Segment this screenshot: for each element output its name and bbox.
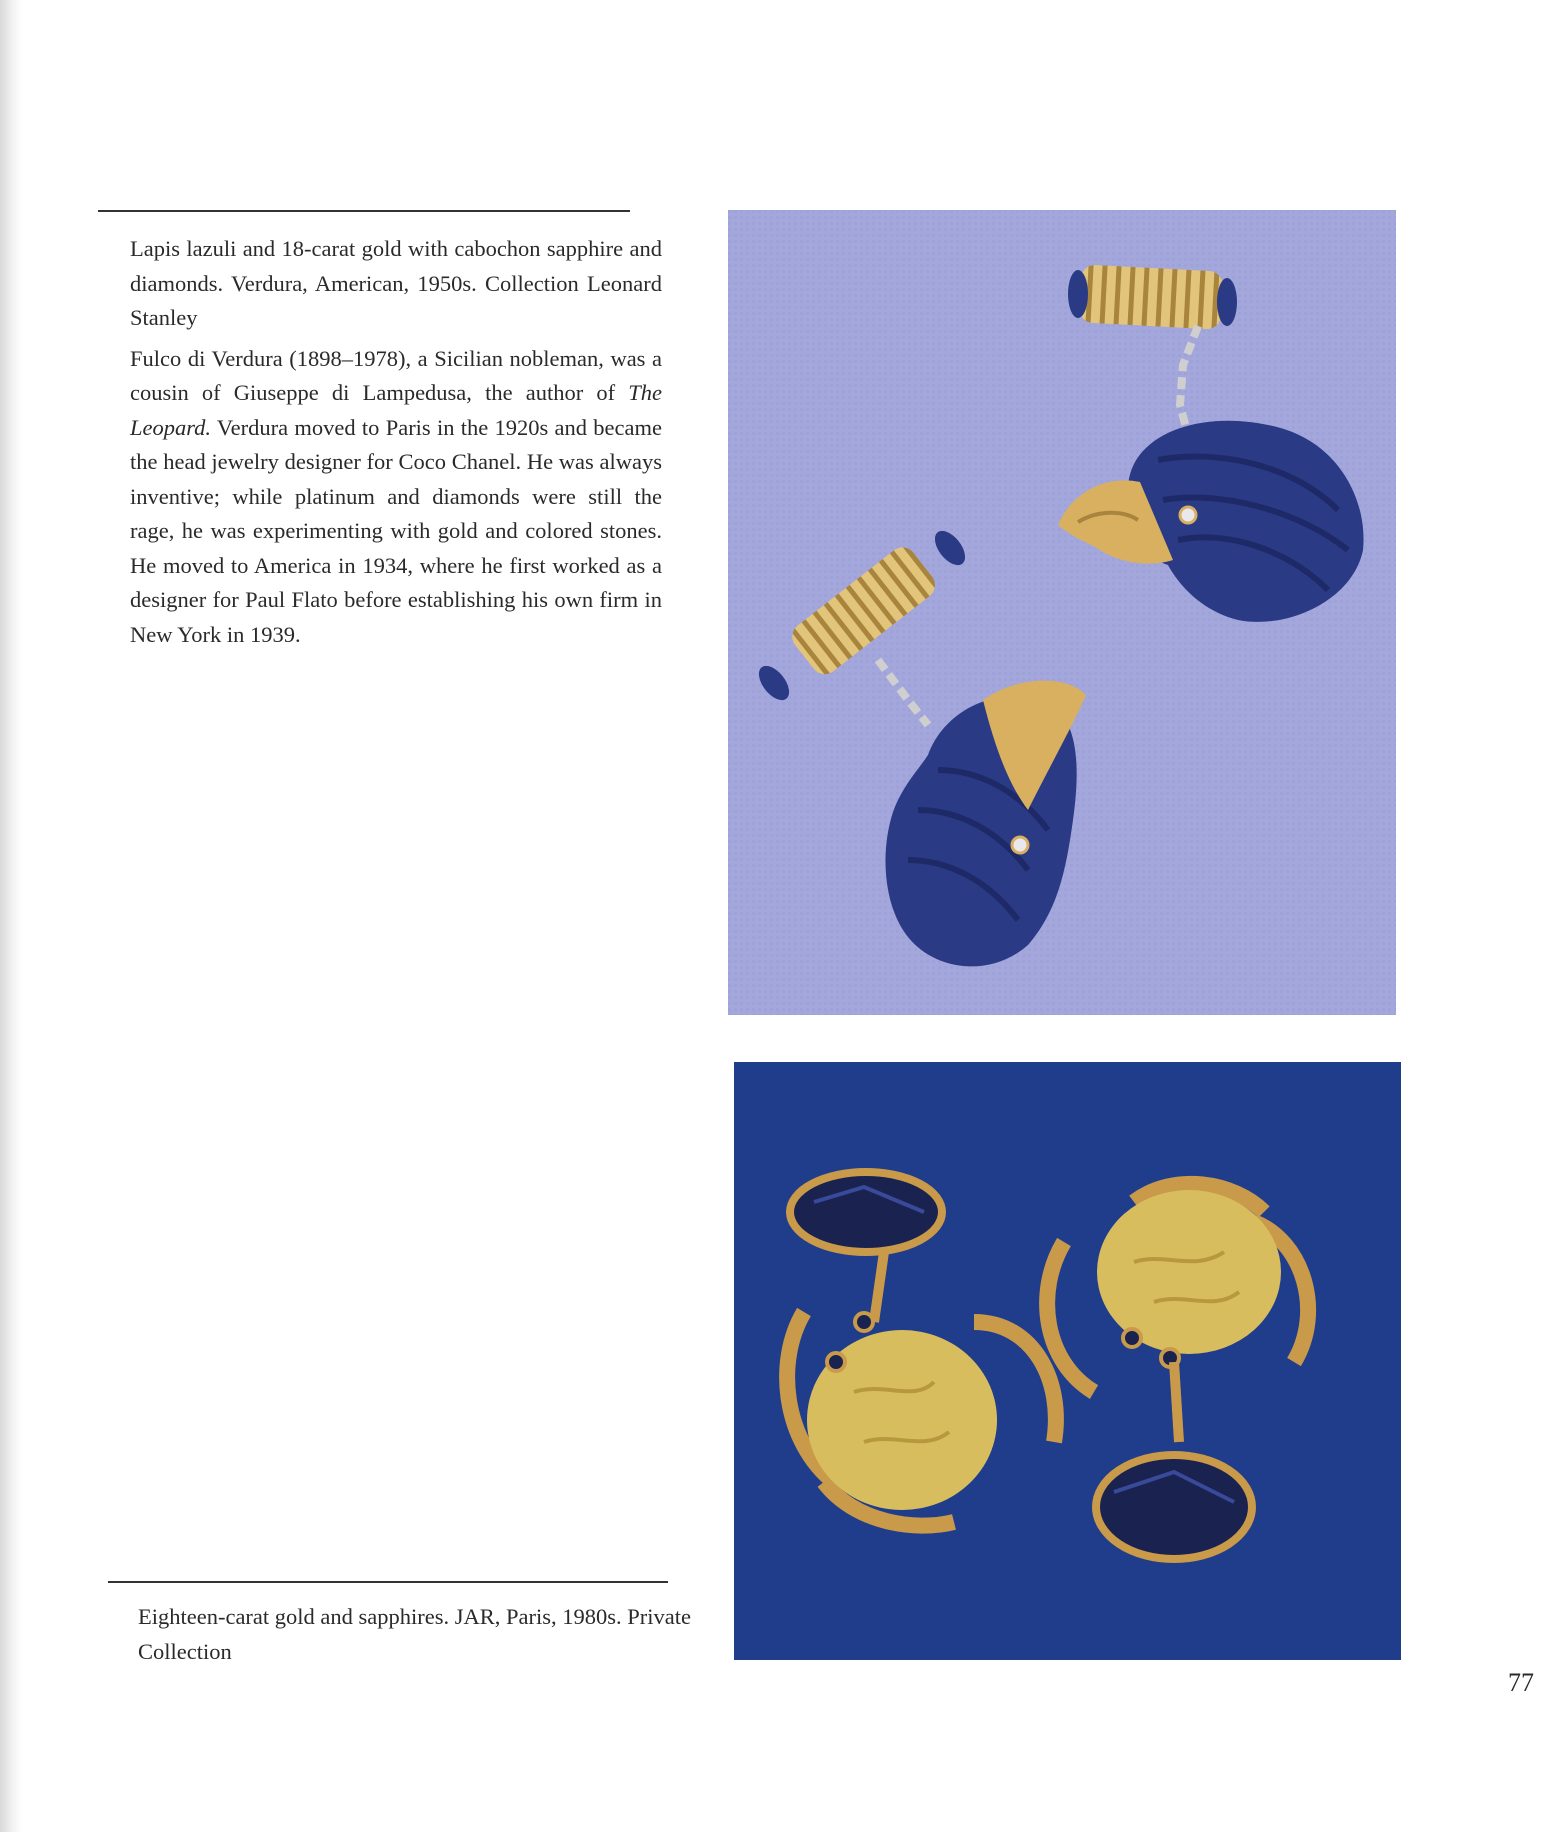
jar-credit: Eighteen-carat gold and sapphires. JAR, Paris, 1980s. Private Collection (138, 1604, 692, 1664)
caption-rule-bottom (108, 1581, 668, 1583)
book-title: The Leopard. (130, 380, 662, 440)
sapphire-left (790, 1172, 942, 1252)
caption-rule-top (98, 210, 630, 212)
photo-crab-cufflinks (734, 1062, 1401, 1660)
verdura-credit: Lapis lazuli and 18-carat gold with cabochon sapphire and diamonds. Verdura, American, 1950s. Collection Leonard Stanley (130, 236, 662, 330)
photo-eagle-cufflinks (728, 210, 1396, 1015)
jar-caption (138, 1600, 698, 1675)
cufflink-bar-upper (1068, 264, 1237, 329)
page-number: 77 (1508, 1668, 1534, 1697)
verdura-biography: Fulco di Verdura (1898–1978), a Sicilian nobleman, was a cousin of Giuseppe di Lampedusa, the author of The Leopard. Verdura moved to Paris in the 1920s and became the head jewelry designer for Coco Chanel. He was always inventive; while platinum and diamonds were still the rage, he was experimenting with gold and colored stones. He moved to America in 1934, where he first worked as a designer for Paul Flato before establishing his own firm in New York in 1939. (130, 345, 662, 647)
sapphire-right (1096, 1455, 1252, 1559)
page-gutter-shadow (0, 0, 22, 1832)
verdura-caption (130, 232, 662, 658)
